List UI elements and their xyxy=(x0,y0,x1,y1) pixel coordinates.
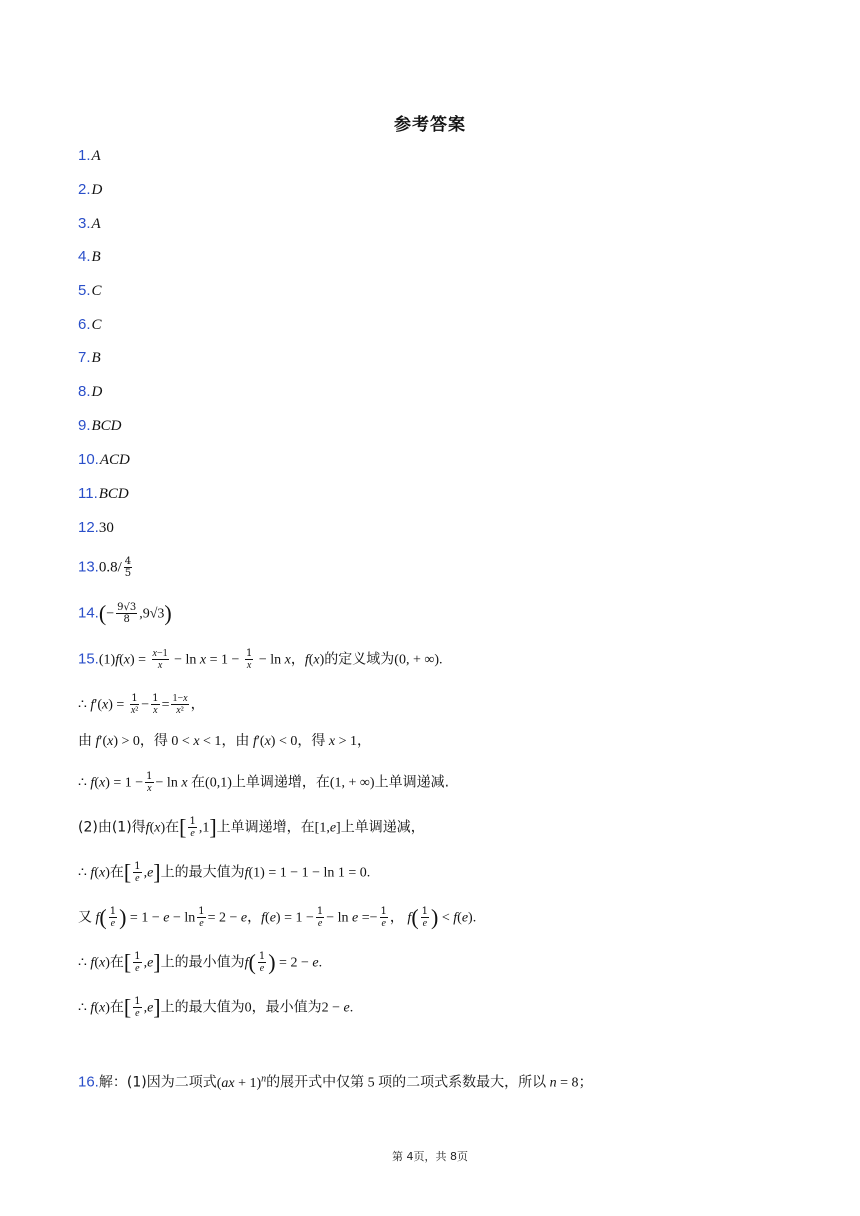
answer-row: 14.(− $\frac{9√3}{8}$ ,9√3) xyxy=(78,600,172,626)
answer-value: A xyxy=(91,148,101,164)
answer-value: ACD xyxy=(99,452,130,468)
solution-line: ∴ f(x) = 1 − $\frac{1}{x}$ − ln x 在(0,1)上单调递增，在(1, + ∞)上单调递减. xyxy=(78,771,450,794)
fraction: $\frac{4}{5}$ xyxy=(124,556,132,579)
solution-line: 又 f( $\frac{1}{e}$ ) = 1 − e − ln $\frac{1}{e}$ = 2 − e，f(e) = 1 − $\frac{1}{e}$ − ln e =− $\frac{1}{e}$ ， f( $\frac{1}{e}$ ) < f(e). xyxy=(78,904,477,930)
answer-value: BCD xyxy=(98,486,129,502)
question-number: 15. xyxy=(78,650,99,668)
question-number: 11. xyxy=(78,485,98,502)
question-number: 13. xyxy=(78,558,99,576)
answer-row xyxy=(78,281,102,301)
answer-value: B xyxy=(91,350,101,366)
answer-row xyxy=(78,247,101,267)
solution-line: 16.解：(1)因为二项式(ax + 1)$^n$的展开式中仅第 5 项的二项式系数最大，所以 n = 8； xyxy=(78,1073,593,1091)
answer-row xyxy=(78,518,114,538)
solution-line: ∴ f(x)在[ $\frac{1}{e}$ ,e]上的最大值为f(1) = 1 − 1 − ln 1 = 0. xyxy=(78,859,371,885)
page-footer: 第 4页，共 8页 xyxy=(392,1150,468,1163)
question-number: 4. xyxy=(78,248,91,265)
question-number: 6. xyxy=(78,316,91,333)
answer-value: D xyxy=(91,384,103,400)
question-number: 1. xyxy=(78,147,91,164)
answer-row xyxy=(78,416,122,436)
solution-line: ∴ f(x)在[ $\frac{1}{e}$ ,e]上的最小值为f( $\frac{1}{e}$ ) = 2 − e. xyxy=(78,949,323,975)
question-number: 3. xyxy=(78,215,91,232)
question-number: 12. xyxy=(78,519,99,536)
question-number: 5. xyxy=(78,282,91,299)
answer-row xyxy=(78,146,101,166)
solution-line: (2)由(1)得f(x)在[ $\frac{1}{e}$ ,1]上单调递增，在[1,e]上单调递减， xyxy=(78,814,425,840)
answer-value: 30 xyxy=(98,520,114,536)
answer-row xyxy=(78,484,129,504)
answer-value: A xyxy=(91,216,101,232)
question-number: 10. xyxy=(78,451,99,468)
page-title: 参考答案 xyxy=(394,115,466,135)
fraction: $\frac{9√3}{8}$ xyxy=(117,602,137,625)
question-number: 16. xyxy=(78,1073,99,1091)
question-number: 9. xyxy=(78,417,91,434)
question-number: 14. xyxy=(78,604,99,622)
question-number: 2. xyxy=(78,181,91,198)
answer-value: 9√3 xyxy=(142,606,165,622)
answer-row xyxy=(78,382,102,402)
question-number: 7. xyxy=(78,349,91,366)
answer-row xyxy=(78,180,102,200)
answer-value: C xyxy=(91,283,102,299)
answer-value: BCD xyxy=(91,418,122,434)
solution-line: 由 f′(x) > 0，得 0 < x < 1，由 f′(x) < 0，得 x > 1， xyxy=(78,733,371,749)
answer-value: 0.8/ xyxy=(98,559,122,576)
answer-row xyxy=(78,556,134,579)
answer-value: D xyxy=(91,182,103,198)
question-number: 8. xyxy=(78,383,91,400)
answer-row xyxy=(78,348,101,368)
answer-value: B xyxy=(91,249,101,265)
answer-row xyxy=(78,214,101,234)
answer-value: C xyxy=(91,317,102,333)
solution-line: 15.(1)f(x) = $\frac{x-1}{x}$ − ln x = 1 − $\frac{1}{x}$ − ln x，f(x)的定义域为(0, + ∞). xyxy=(78,648,443,671)
solution-line: ∴ f′(x) = $\frac{1}{\text{x²}}$ − $\frac{1}{x}$ = $\frac{1-x}{\text{x²}}$ ， xyxy=(78,693,205,716)
answer-row xyxy=(78,315,102,335)
solution-line: ∴ f(x)在[ $\frac{1}{e}$ ,e]上的最大值为0，最小值为2 − e. xyxy=(78,994,354,1020)
answer-row xyxy=(78,450,130,470)
